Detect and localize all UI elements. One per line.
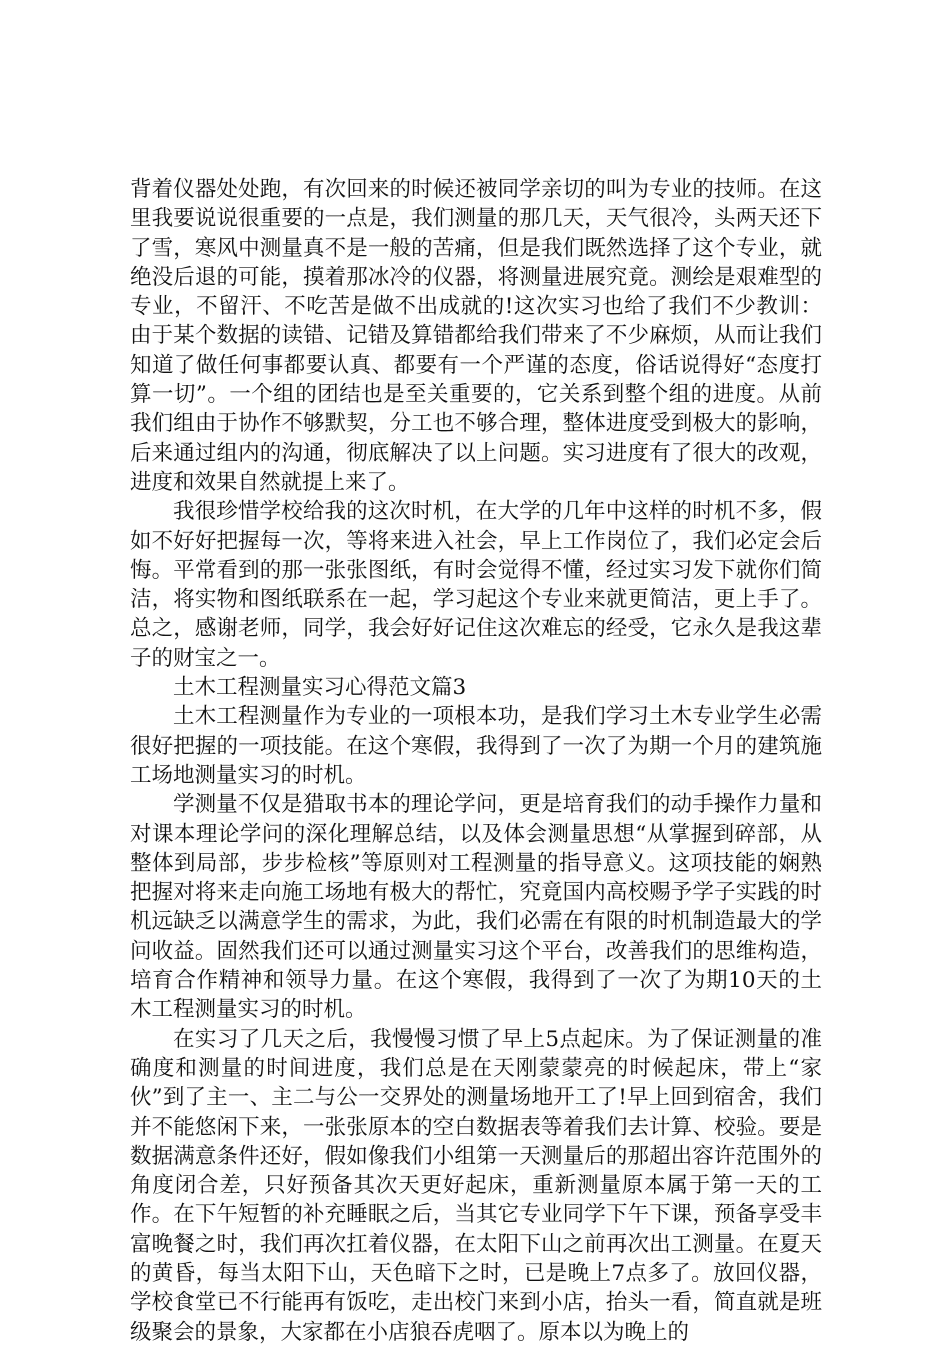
paragraph-continuation: 背着仪器处处跑，有次回来的时候还被同学亲切的叫为专业的技师。在这里我要说说很重要的一点是，我们测量的那几天，天气很冷，头两天还下了雪，寒风中测量真不是一般的苦痛，但是我们既然选择了这个专业，就绝没后退的可能，摸着那冰冷的仪器，将测量进展究竟。测绘是艰难型的专业，不留汗、不吃苦是做不出成就的!这次实习也给了我们不少教训：由于某个数据的读错、记错及算错都给我们带来了不少麻烦，从而让我们知道了做任何事都要认真、都要有一个严谨的态度，俗话说得好“态度打算一切”。一个组的团结也是至关重要的，它关系到整个组的进度。从前我们组由于协作不够默契，分工也不够合理，整体进度受到极大的影响，后来通过组内的沟通，彻底解决了以上问题。实习进度有了很大的改观，进度和效果自然就提上来了。: [130, 177, 822, 495]
paragraph-daily-routine: 在实习了几天之后，我慢慢习惯了早上5点起床。为了保证测量的准确度和测量的时间进度，我们总是在天刚蒙蒙亮的时候起床，带上“家伙”到了主一、主二与公一交界处的测量场地开工了!早上回到宿舍，我们并不能悠闲下来，一张张原本的空白数据表等着我们去计算、校验。要是数据满意条件还好，假如像我们小组第一天测量后的那超出容许范围外的角度闭合差，只好预备其次天更好起床，重新测量原本属于第一天的工作。在下午短暂的补充睡眠之后，当其它专业同学下午下课，预备享受丰富晚餐之时，我们再次扛着仪器，在太阳下山之前再次出工测量。在夏天的黄昏，每当太阳下山，天色暗下之时，已是晚上7点多了。放回仪器，学校食堂已不行能再有饭吃，走出校门来到小店，抬头一看，简直就是班级聚会的景象，大家都在小店狼吞虎咽了。原本以为晚上的: [130, 1026, 822, 1345]
paragraph-learning-measurement: 学测量不仅是猎取书本的理论学问，更是培育我们的动手操作力量和对课本理论学问的深化理解总结，以及体会测量思想“从掌握到碎部，从整体到局部，步步检核”等原则对工程测量的指导意义。这项技能的娴熟把握对将来走向施工场地有极大的帮忙，究竟国内高校赐予学子实践的时机远缺乏以满意学生的需求，为此，我们必需在有限的时机制造最大的学问收益。固然我们还可以通过测量实习这个平台，改善我们的思维构造，培育合作精神和领导力量。在这个寒假，我得到了一次了为期10天的土木工程测量实习的时机。: [130, 792, 822, 1023]
paragraph-cherish-opportunity: 我很珍惜学校给我的这次时机，在大学的几年中这样的时机不多，假如不好好把握每一次，等将来进入社会，早上工作岗位了，我们必定会后悔。平常看到的那一张张图纸，有时会觉得不懂，经过实习发下就你们简洁，将实物和图纸联系在一起，学习起这个专业来就更简洁，更上手了。总之，感谢老师，同学，我会好好记住这次难忘的经受，它永久是我这辈子的财宝之一。: [130, 499, 822, 671]
document-page: [130, 175, 822, 1347]
paragraph-intro: 土木工程测量作为专业的一项根本功，是我们学习土木专业学生必需很好把握的一项技能。在这个寒假，我得到了一次了为期一个月的建筑施工场地测量实习的时机。: [130, 704, 822, 788]
section-heading: 土木工程测量实习心得范文篇3: [173, 675, 467, 701]
